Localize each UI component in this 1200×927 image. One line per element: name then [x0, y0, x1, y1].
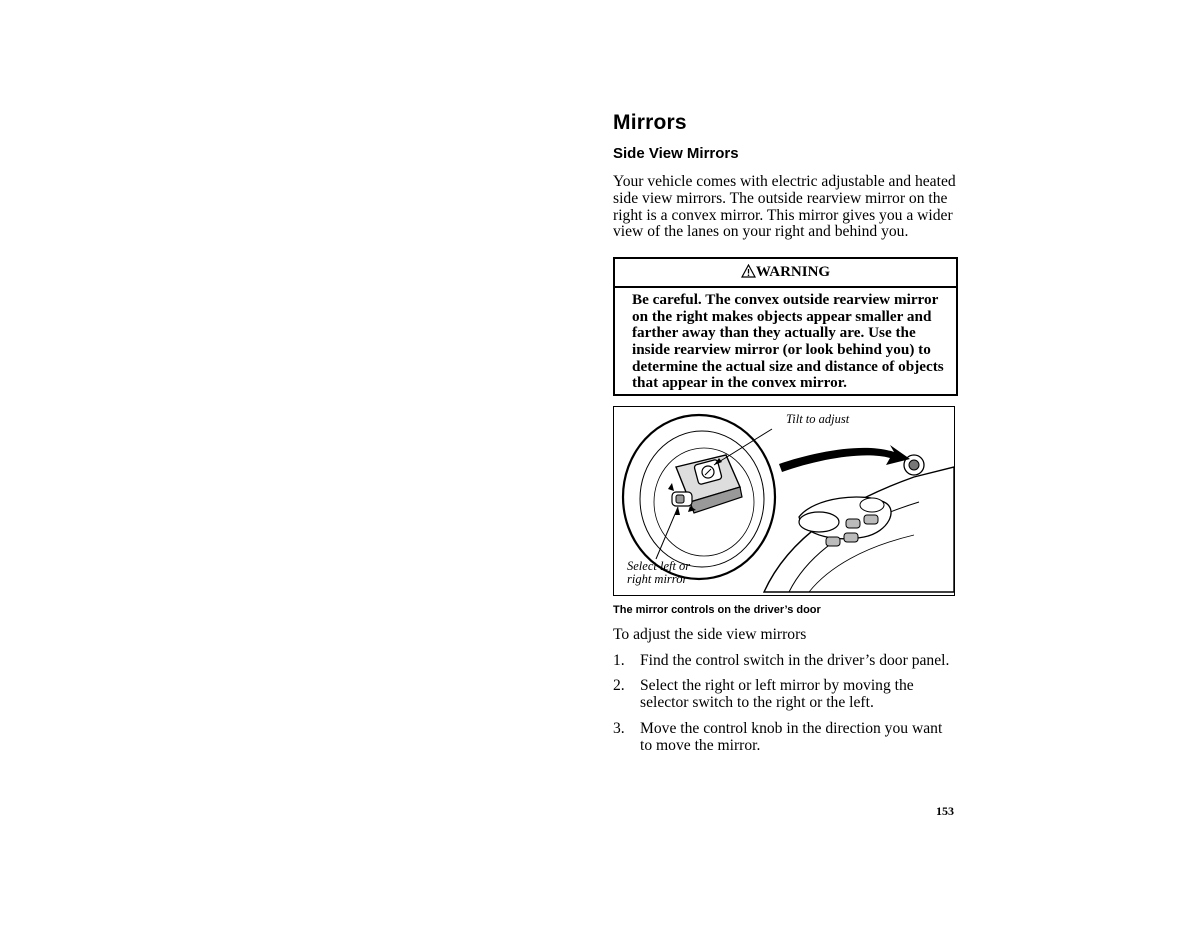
tilt-to-adjust-label: Tilt to adjust: [786, 411, 850, 426]
step-text: Move the control knob in the direction you want to move the mirror.: [640, 719, 943, 754]
manual-page-column: [613, 108, 958, 755]
warning-box: [613, 257, 958, 396]
instructions-intro: To adjust the side view mirrors: [613, 625, 807, 643]
page-number: 153: [936, 804, 954, 818]
warning-text: Be careful. The convex outside rearview mirror on the right makes objects appear smaller and farther away than they actually are. Use the inside rearview mirror (or look behind you) to determine the actual size and distance of objects that appear in the convex mirror.: [632, 291, 944, 392]
step-number: 2.: [613, 677, 625, 695]
warning-header: [615, 259, 956, 288]
step-text: Find the control switch in the driver’s door panel.: [640, 651, 950, 669]
warning-triangle-icon: [741, 261, 756, 288]
section-title: Mirrors: [613, 111, 687, 134]
instruction-steps: [613, 653, 958, 755]
intro-paragraph: Your vehicle comes with electric adjustable and heated side view mirrors. The outside rearview mirror on the right is a convex mirror. This mirror gives you a wider view of the lanes on your right and behind you.: [613, 173, 956, 241]
step-text: Select the right or left mirror by moving the selector switch to the right or the left.: [640, 677, 914, 712]
step-item: [613, 678, 958, 712]
step-number: 1.: [613, 651, 625, 669]
step-item: [613, 721, 958, 755]
subsection-title: Side View Mirrors: [613, 145, 739, 162]
select-mirror-label-line1: Select left or: [627, 558, 691, 573]
warning-title: WARNING: [755, 264, 831, 281]
warning-body: [615, 288, 956, 394]
step-number: 3.: [613, 719, 625, 737]
figure-caption: The mirror controls on the driver’s door: [613, 603, 821, 616]
step-item: [613, 653, 958, 670]
select-mirror-label-line2: right mirror: [627, 571, 688, 586]
mirror-control-illustration: [613, 406, 955, 596]
